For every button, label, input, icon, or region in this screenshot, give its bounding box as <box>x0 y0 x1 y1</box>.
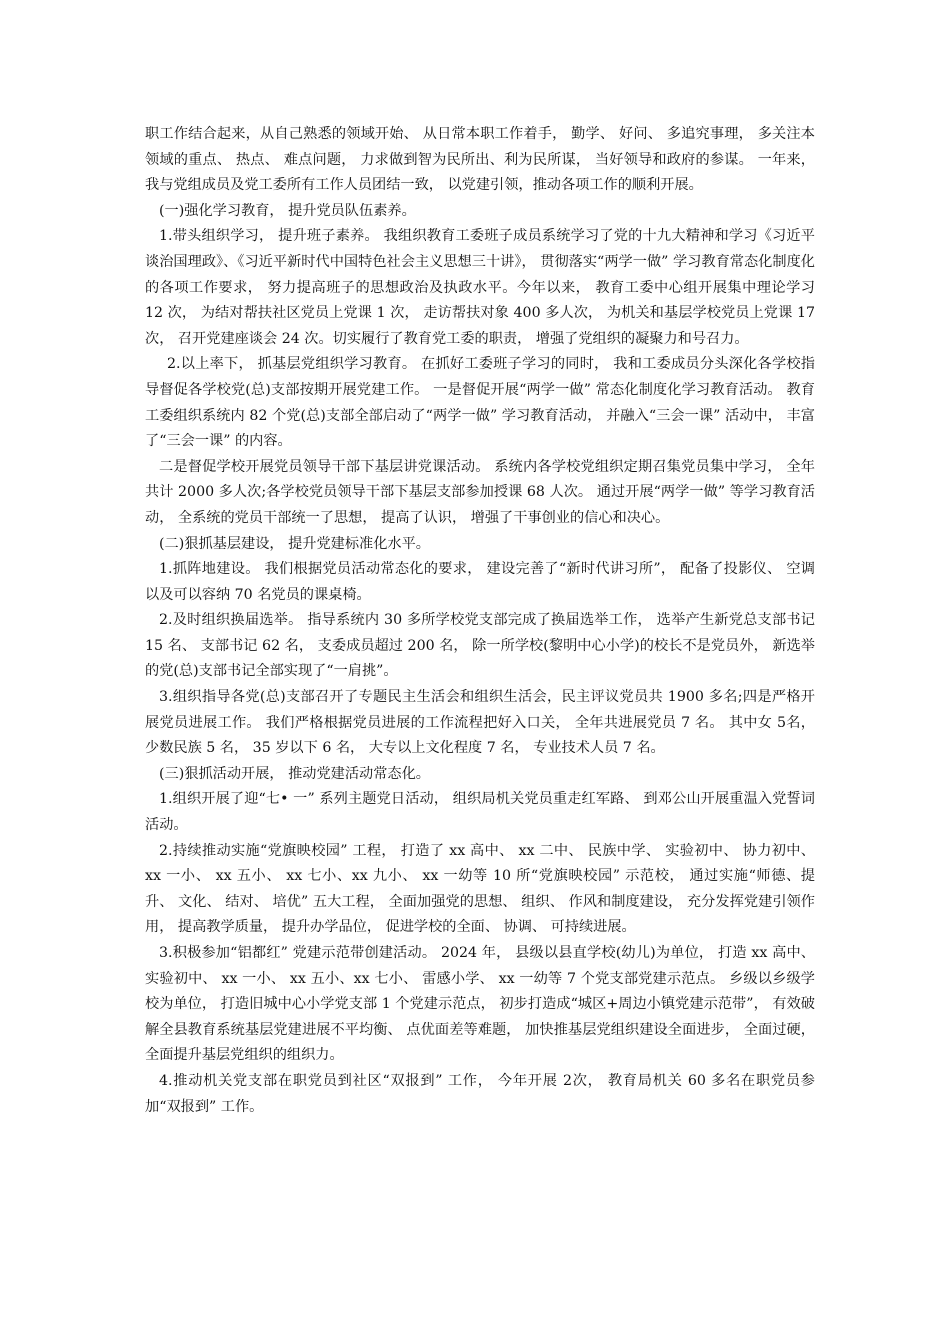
section-heading-1: (一)强化学习教育， 提升党员队伍素养。 <box>159 202 416 219</box>
document-body <box>145 122 815 1120</box>
paragraph-3-4: 4.推动机关党支部在职党员到社区“双报到” 工作， 今年开展 2次， 教育局机关 60 多名在职党员参加“双报到” 工作。 <box>145 1072 815 1115</box>
paragraph-3-3: 3.积极参加“铝都红” 党建示范带创建活动。 2024 年， 县级以县直学校(幼儿)为单位， 打造 xx 高中、 实验初中、 xx 一小、 xx 五小、xx 七小、 雷感小学、 xx 一幼等 7 个党支部党建示范点。 乡级以乡级学校为单位， 打造旧城中心小学党支部 1 个党建示范点， 初步打造成“城区+周边小镇党建示范带”， 有效破解全县教育系统基层党建进展不平均衡、 点优面差等难题， 加快推基层党组织建设全面进步， 全面过硬， 全面提升基层党组织的组织力。 <box>145 945 815 1064</box>
paragraph-1-1: 1.带头组织学习， 提升班子素养。 我组织教育工委班子成员系统学习了党的十九大精神和学习《习近平谈治国理政》、《习近平新时代中国特色社会主义思想三十讲》， 贯彻落实“两学一做” 学习教育常态化制度化的各项工作要求， 努力提高班子的思想政治及执政水平。今年以来， 教育工委中心组开展集中理论学习 12 次， 为结对帮扶社区党员上党课 1 次， 走访帮扶对象 400 多人次， 为机关和基层学校党员上党课 17 次， 召开党建座谈会 24 次。切实履行了教育党工委的职责， 增强了党组织的凝聚力和号召力。 <box>145 228 815 347</box>
paragraph-1-3: 二是督促学校开展党员领导干部下基层讲党课活动。 系统内各学校党组织定期召集党员集中学习， 全年共计 2000 多人次;各学校党员领导干部下基层支部参加授课 68 人次。 通过开展“两学一做” 等学习教育活动， 全系统的党员干部统一了思想， 提高了认识， 增强了干事创业的信心和决心。 <box>145 458 815 526</box>
section-heading-3: (三)狠抓活动开展， 推动党建活动常态化。 <box>159 765 430 782</box>
paragraph-3-1: 1.组织开展了迎“七• 一” 系列主题党日活动， 组织局机关党员重走红军路、 到邓公山开展重温入党誓词活动。 <box>145 791 815 834</box>
section-heading-2: (二)狠抓基层建设， 提升党建标准化水平。 <box>159 535 430 552</box>
paragraph-intro: 职工作结合起来，从自己熟悉的领域开始、 从日常本职工作着手， 勤学、 好问、 多追究事理， 多关注本领域的重点、 热点、 难点问题， 力求做到智为民所出、利为民所谋， 当好领导和政府的参谋。 一年来， 我与党组成员及党工委所有工作人员团结一致， 以党建引领，推动各项工作的顺利开展。 <box>145 126 815 194</box>
paragraph-2-3: 3.组织指导各党(总)支部召开了专题民主生活会和组织生活会，民主评议党员共 1900 多名;四是严格开展党员进展工作。 我们严格根据党员进展的工作流程把好入口关， 全年共进展党员 7 名。 其中女 5名， 少数民族 5 名， 35 岁以下 6 名， 大专以上文化程度 7 名， 专业技术人员 7 名。 <box>145 689 815 757</box>
paragraph-1-2: 2.以上率下， 抓基层党组织学习教育。 在抓好工委班子学习的同时， 我和工委成员分头深化各学校指导督促各学校党(总)支部按期开展党建工作。 一是督促开展“两学一做” 常态化制度化学习教育活动。 教育工委组织系统内 82 个党(总)支部全部启动了“两学一做” 学习教育活动， 并融入“三会一课” 活动中， 丰富了“三会一课” 的内容。 <box>145 356 815 450</box>
paragraph-2-1: 1.抓阵地建设。 我们根据党员活动常态化的要求， 建设完善了“新时代讲习所”， 配备了投影仪、 空调以及可以容纳 70 名党员的课桌椅。 <box>145 561 815 603</box>
paragraph-2-2: 2.及时组织换届选举。 指导系统内 30 多所学校党支部完成了换届选举工作， 选举产生新党总支部书记 15 名、 支部书记 62 名， 支委成员超过 200 名， 除一所学校(黎明中心小学)的校长不是党员外， 新选举的党(总)支部书记全部实现了“一肩挑”。 <box>145 612 815 680</box>
paragraph-3-2: 2.持续推动实施“党旗映校园” 工程， 打造了 xx 高中、 xx 二中、 民族中学、 实验初中、 协力初中、 xx 一小、 xx 五小、 xx 七小、xx 九小、 xx 一幼等 10 所“党旗映校园” 示范校， 通过实施“师德、提升、 文化、 结对、 培优” 五大工程， 全面加强党的思想、 组织、 作风和制度建设， 充分发挥党建引领作用， 提高教学质量， 提升办学品位， 促进学校的全面、 协调、 可持续进展。 <box>145 842 815 936</box>
